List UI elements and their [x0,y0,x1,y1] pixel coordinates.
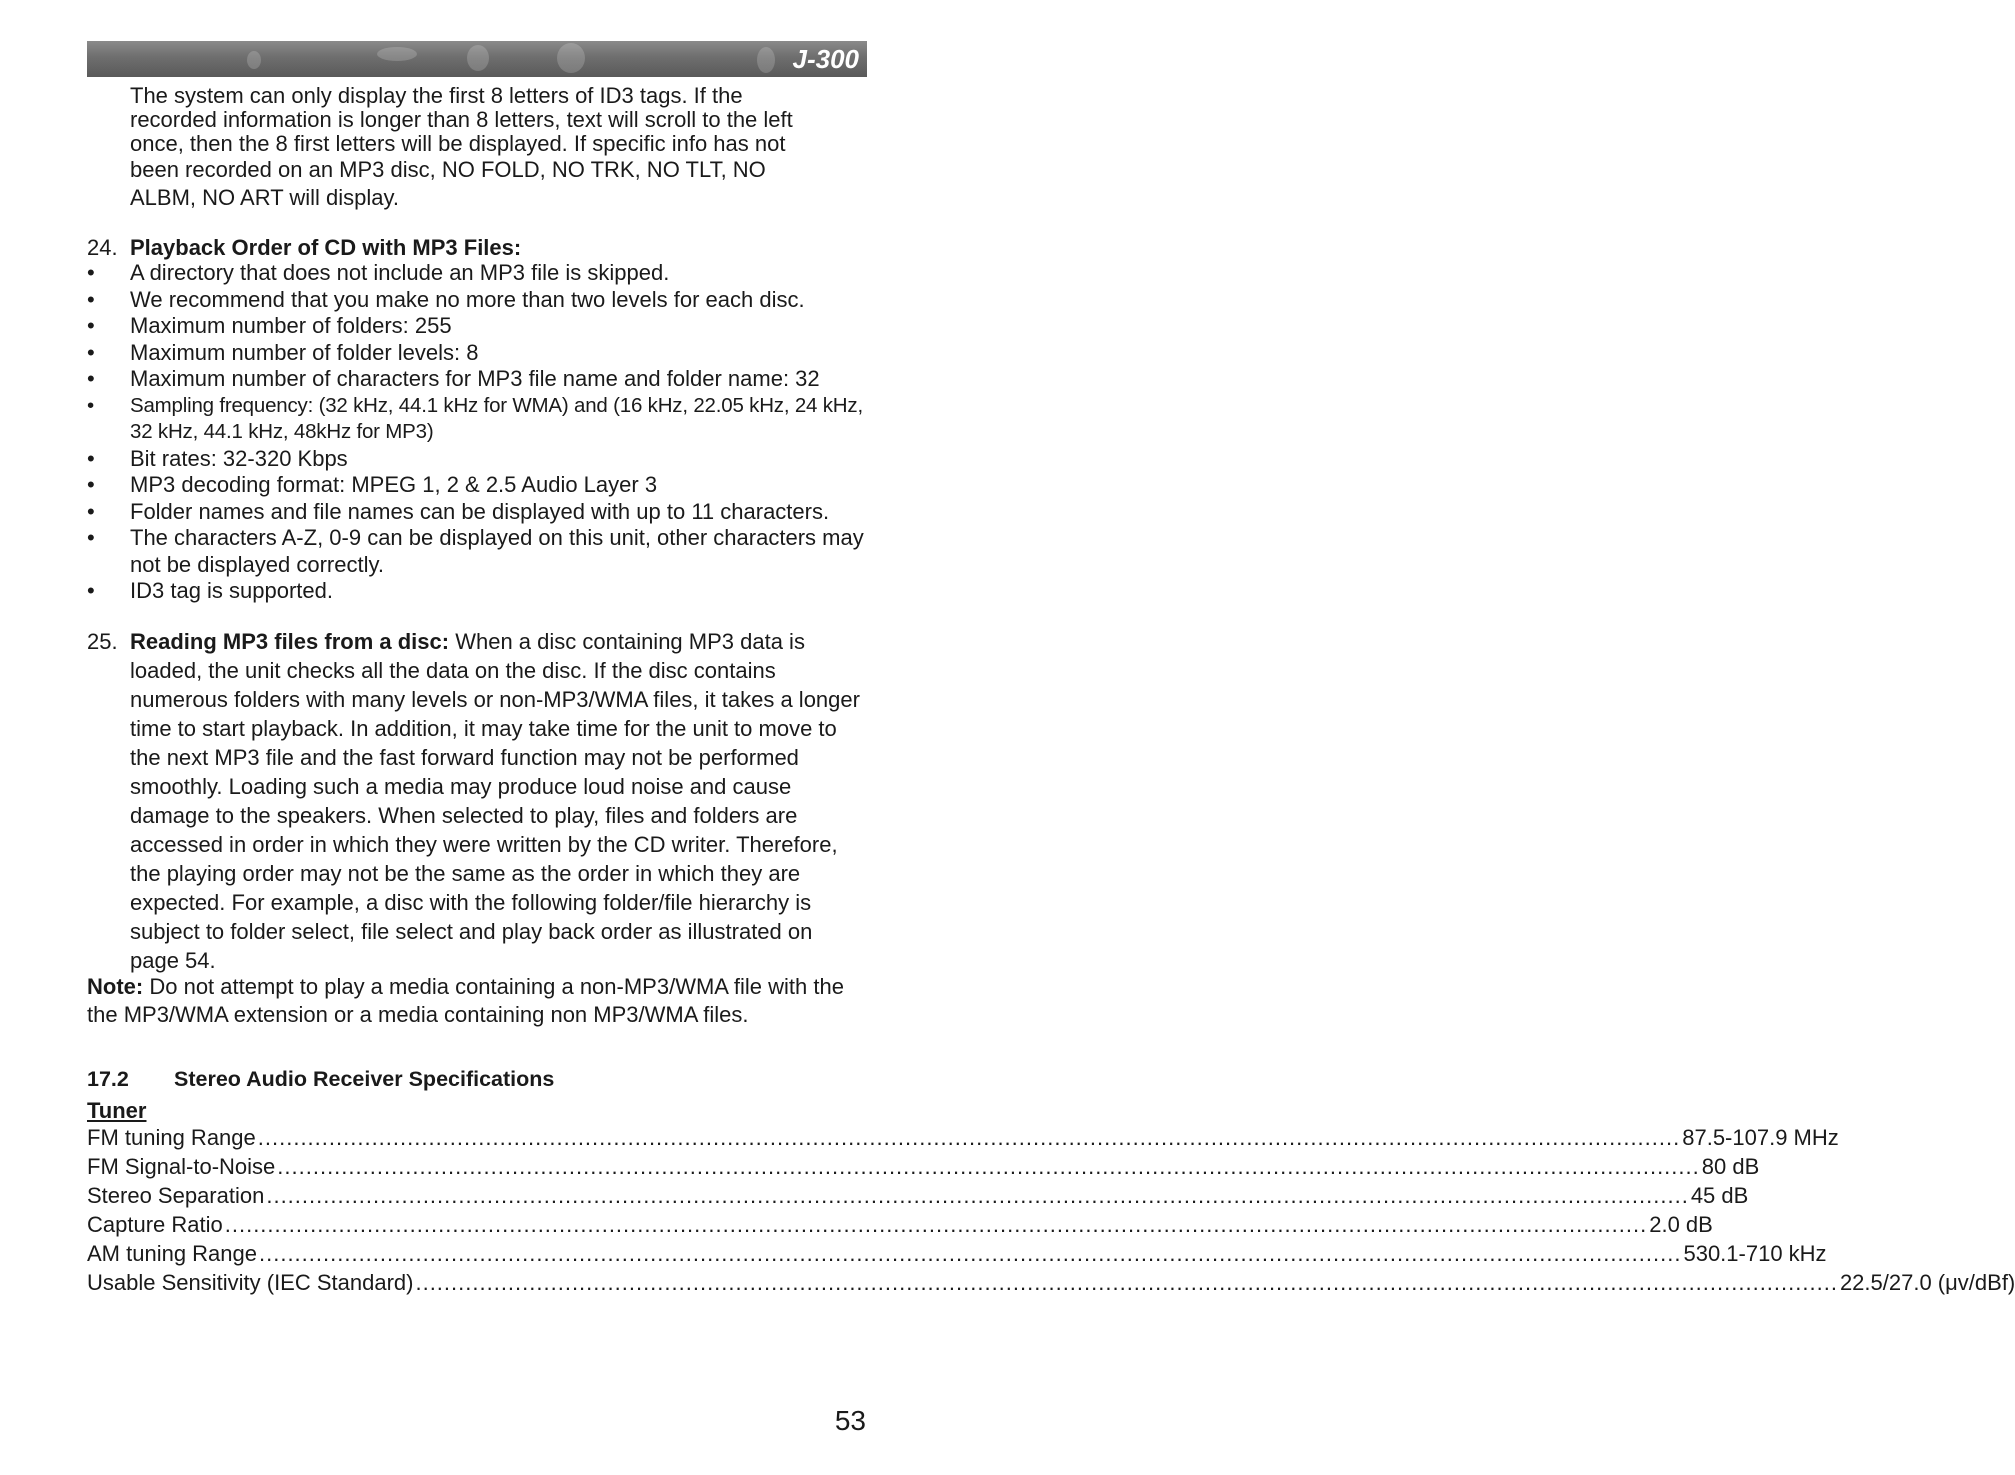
list-item [87,366,865,393]
dot-leader: ........................................................................................................................................................................................................ [259,1240,1682,1266]
tuner-subheading: Tuner [87,1097,147,1123]
intro-line: been recorded on an MP3 disc, NO FOLD, NO TRK, NO TLT, NO [130,157,766,182]
bullet-icon: • [87,472,95,497]
decorative-drop-icon [247,51,261,69]
list-item-text: Bit rates: 32-320 Kbps [130,445,348,471]
list-item [87,340,865,367]
spec-value: 87.5-107.9 MHz [1682,1124,1839,1150]
dot-leader: ........................................................................................................................................................................................................ [257,1124,1681,1150]
header-title: J-300 [792,44,859,74]
bullet-icon: • [87,366,95,391]
intro-line: once, then the 8 first letters will be displayed. If specific info has not [130,131,786,156]
section-25-paragraph [87,627,865,975]
intro-line: ALBM, NO ART will display. [130,185,399,210]
decorative-drop-icon [757,47,775,73]
decorative-drop-icon [377,47,417,61]
section-24-heading [87,236,865,260]
bullet-icon: • [87,498,95,524]
spec-row [87,1268,2015,1297]
list-item-text: A directory that does not include an MP3 file is skipped. [130,260,670,285]
spec-label: FM Signal-to-Noise [87,1153,276,1179]
list-item-text: Folder names and file names can be displayed with up to 11 characters. [130,498,830,524]
header-banner [87,41,867,77]
dot-leader: ........................................................................................................................................................................................................ [277,1153,1700,1179]
list-item-text: Maximum number of folders: 255 [130,313,452,338]
spec-row [87,1181,1749,1210]
list-item-text: ID3 tag is supported. [130,578,334,603]
bullet-icon: • [87,393,94,417]
note-paragraph [87,973,865,1029]
bullet-icon: • [87,578,95,603]
list-item-text: Sampling frequency: (32 kHz, 44.1 kHz for WMA) and (16 kHz, 22.05 kHz, 24 kHz, 32 kHz, 44.1 kHz, 48kHz for MP3) [130,393,863,443]
decorative-drop-icon [557,43,585,73]
section-number: 25. [87,628,118,654]
spec-value: 45 dB [1690,1182,1749,1208]
spec-label: Capture Ratio [87,1211,223,1237]
dot-leader: ........................................................................................................................................................................................................ [266,1182,1689,1208]
dot-leader: ........................................................................................................................................................................................................ [415,1269,1838,1295]
section-title: Reading MP3 files from a disc: [130,628,450,654]
decorative-drop-icon [467,45,489,71]
note-label: Note: [87,973,144,999]
list-item [87,313,865,340]
list-item-text: We recommend that you make no more than two levels for each disc. [130,286,805,312]
spec-value: 2.0 dB [1649,1211,1713,1237]
spec-row [87,1210,1713,1239]
spec-label: Stereo Separation [87,1182,265,1208]
list-item [87,446,865,473]
intro-line: recorded information is longer than 8 letters, text will scroll to the left [130,107,793,132]
bullet-icon: • [87,525,95,550]
list-item [87,472,865,499]
spec-label: AM tuning Range [87,1240,257,1266]
section-24-bullet-list [87,260,865,605]
bullet-icon: • [87,286,95,312]
list-item [87,525,865,578]
section-number: 24. [87,235,118,260]
list-item-text: The characters A-Z, 0-9 can be displayed on this unit, other characters may not be displayed correctly. [130,525,864,577]
intro-line: The system can only display the first 8 letters of ID3 tags. If the [130,83,743,108]
bullet-icon: • [87,445,95,471]
specs-section-number: 17.2 [87,1066,129,1091]
specs-section-title: Stereo Audio Receiver Specifications [174,1066,555,1091]
list-item [87,499,865,526]
dot-leader: ........................................................................................................................................................................................................ [224,1211,1648,1237]
spec-label: FM tuning Range [87,1124,256,1150]
list-item [87,260,865,287]
spec-row [87,1239,1827,1268]
spec-value: 80 dB [1701,1153,1760,1179]
spec-value: 530.1-710 kHz [1683,1240,1827,1266]
page-content [87,83,2015,1297]
list-item [87,393,865,446]
specs-heading [87,1067,865,1091]
bullet-icon: • [87,260,95,285]
note-text: Do not attempt to play a media containing a non-MP3/WMA file with the the MP3/WMA extension or a media containing non MP3/WMA files. [87,973,844,1027]
list-item [87,287,865,314]
section-body: When a disc containing MP3 data is loaded, the unit checks all the data on the disc. If the disc contains numerous folders with many levels or non-MP3/WMA files, it takes a longer time to start playback. In addition, it may take time for the unit to move to the next MP3 file and the fast forward function may not be performed smoothly. Loading such a media may produce loud noise and cause damage to the speakers. When selected to play, files and folders are accessed in order in which they were written by the CD writer. Therefore, the playing order may not be the same as the order in which they are expected. For example, a disc with the following folder/file hierarchy is subject to folder select, file select and play back order as illustrated on page 54. [130,628,860,973]
spec-row [87,1123,1839,1152]
list-item-text: Maximum number of folder levels: 8 [130,339,479,365]
bullet-icon: • [87,339,95,365]
list-item-text: MP3 decoding format: MPEG 1, 2 & 2.5 Audio Layer 3 [130,472,658,497]
intro-paragraph [87,84,865,212]
list-item [87,578,865,605]
spec-table [87,1123,2015,1297]
spec-value: 22.5/27.0 (μv/dBf) [1839,1269,2015,1295]
list-item-text: Maximum number of characters for MP3 file name and folder name: 32 [130,366,820,391]
bullet-icon: • [87,313,95,338]
section-title: Playback Order of CD with MP3 Files: [130,235,522,260]
page-number: 53 [834,1405,866,1436]
spec-label: Usable Sensitivity (IEC Standard) [87,1269,414,1295]
spec-row [87,1152,1760,1181]
